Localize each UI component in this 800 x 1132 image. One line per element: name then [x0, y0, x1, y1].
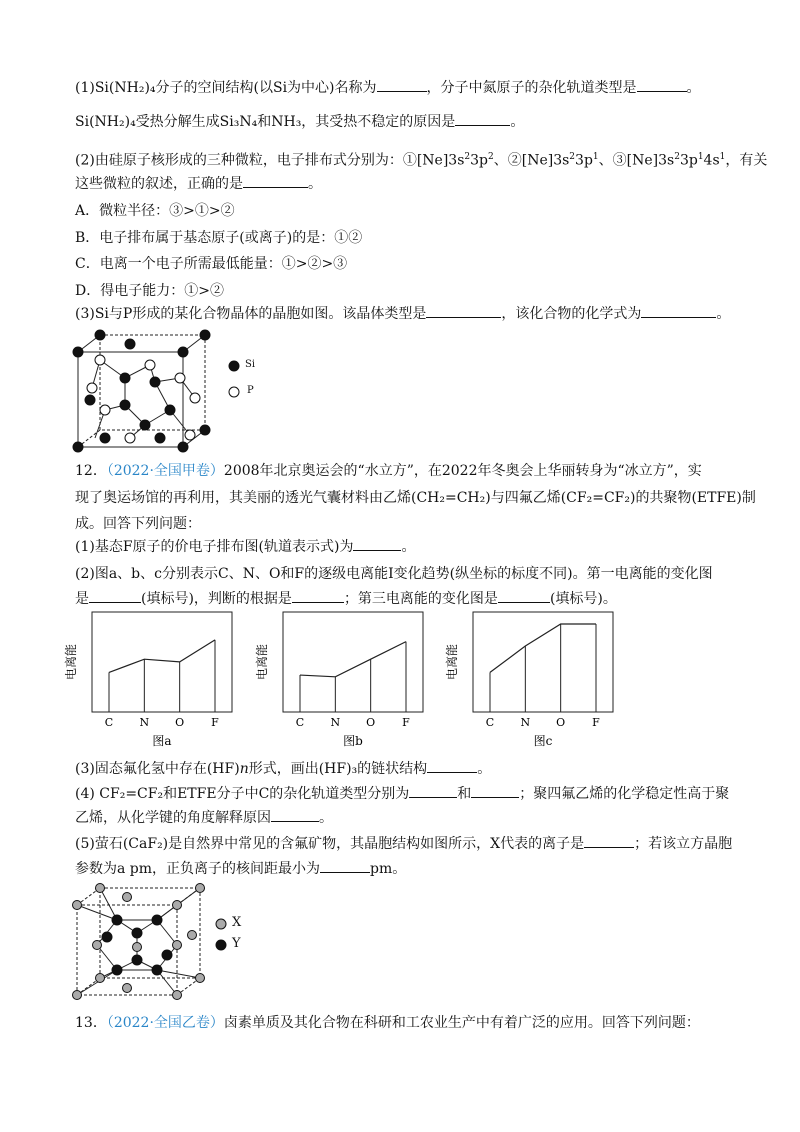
x-tick-label: C [295, 716, 305, 729]
superscript: 2 [569, 152, 576, 162]
x-tick-label: O [556, 716, 566, 729]
question-number: 12． [75, 463, 107, 479]
part-number: (1) [75, 80, 95, 96]
caf2-unit-cell-figure [72, 885, 207, 1000]
plot-frame [92, 612, 232, 712]
question-source: （2022·全国乙卷） [106, 1015, 224, 1031]
text: (填标号)。 [549, 591, 617, 607]
text: 。 [401, 539, 416, 555]
plot-frame [283, 612, 423, 712]
x-tick-label: N [139, 716, 150, 729]
si-p-unit-cell-figure [70, 330, 220, 455]
q12-part3 [75, 759, 491, 779]
text: 是 [75, 591, 89, 607]
superscript: 2 [674, 152, 680, 162]
text: 乙烯，从化学键的角度解释原因 [75, 810, 271, 826]
q12-part4-line1 [75, 784, 729, 804]
x-tick-label: F [211, 716, 219, 729]
text: 卤素单质及其化合物在科研和工农业生产中有着广泛的应用。回答下列问题： [223, 1015, 700, 1031]
text: 。 [319, 810, 333, 826]
x-tick-label: N [520, 716, 531, 729]
answer-blank[interactable] [584, 847, 634, 848]
option-a: A．微粒半径：③>①>② [75, 203, 235, 219]
q11-part2-line2 [75, 174, 322, 194]
text: 受热分解生成Si₃N₄和NH₃，其受热不稳定的原因是 [135, 114, 456, 130]
legend-y-label: Y [232, 936, 241, 951]
y-axis-label: 电离能 [255, 643, 269, 681]
x-tick-label: F [402, 716, 410, 729]
answer-blank[interactable] [271, 821, 319, 822]
option-d: D．得电子能力：①>② [75, 283, 224, 299]
text: 2008年北京奥运会的“水立方”，在2022年冬奥会上华丽转身为“冰立方”，实 [223, 463, 702, 479]
x-tick-label: F [592, 716, 600, 729]
text: ，分子中氮原子的杂化轨道类型是 [426, 80, 637, 96]
ionization-chart-1 [64, 612, 247, 762]
q11-part1-line2 [75, 112, 524, 132]
text: 3p [575, 152, 593, 169]
text: ；若该立方晶胞 [634, 836, 733, 852]
answer-blank[interactable] [471, 797, 519, 798]
x-tick-label: C [104, 716, 114, 729]
x-tick-label: N [330, 716, 341, 729]
superscript: 2 [464, 152, 471, 162]
q11-part1-line1 [75, 78, 701, 98]
q12-line2: 现了奥运场馆的再利用，其美丽的透光气囊材料由乙烯(CH₂=CH₂)与四氟乙烯(CF₂=CF₂)的共聚物(ETFE)制 [75, 490, 756, 506]
y-axis-label: 电离能 [445, 643, 459, 681]
q11-part3 [75, 304, 730, 324]
chart-title: 图c [533, 734, 553, 748]
q12-part2-line2 [75, 589, 617, 609]
superscript: 1 [719, 152, 726, 162]
legend-x-label: X [232, 915, 242, 930]
formula: Si(NH₂)₄ [94, 80, 156, 96]
text: ；第三电离能的变化图是 [343, 591, 498, 607]
answer-blank[interactable] [243, 187, 308, 188]
answer-blank[interactable] [292, 602, 344, 603]
text: (3)固态氟化氢中存在(HF) [75, 761, 240, 777]
series-line [300, 642, 406, 677]
text: (3)Si与P形成的某化合物晶体的晶胞如图。该晶体类型是 [75, 306, 427, 322]
text: (2)由硅原子核形成的三种微粒，电子排布式分别为：①[Ne]3s [75, 152, 465, 169]
text: (填标号)，判断的根据是 [141, 591, 292, 607]
x-tick-label: O [366, 716, 376, 729]
answer-blank[interactable] [455, 125, 510, 126]
answer-blank[interactable] [426, 317, 501, 318]
answer-blank[interactable] [89, 602, 141, 603]
text: 3p [470, 152, 488, 169]
series-line [490, 624, 596, 672]
q12-part4-line2 [75, 808, 333, 828]
text: 。 [716, 306, 731, 322]
text: 、③[Ne]3s [598, 152, 675, 169]
si-p-legend-markers [228, 360, 240, 400]
answer-blank[interactable] [498, 602, 550, 603]
text: ；聚四氟乙烯的化学稳定性高于聚 [519, 786, 730, 802]
q12-part2-line1: (2)图a、b、c分别表示C、N、O和F的逐级电离能Ⅰ变化趋势(纵坐标的标度不同)。第一电离能的变化图 [75, 566, 713, 582]
ionization-chart-2 [255, 612, 438, 762]
text: 。 [477, 761, 492, 777]
text: (5)萤石(CaF₂)是自然界中常见的含氟矿物，其晶胞结构如图所示，X代表的离子是 [75, 836, 585, 852]
question-number: 13． [75, 1015, 107, 1031]
chart-title: 图b [343, 734, 363, 748]
text: 。 [686, 80, 701, 96]
x-tick-label: O [175, 716, 185, 729]
question-source: （2022·全国甲卷） [106, 463, 224, 479]
y-axis-label: 电离能 [64, 643, 78, 681]
option-b: B．电子排布属于基态原子(或离子)的是：①② [75, 230, 363, 246]
text: 和 [457, 786, 472, 802]
superscript: 1 [592, 152, 599, 162]
text: pm。 [370, 861, 407, 877]
ionization-chart-3 [445, 612, 628, 762]
text: 、②[Ne]3s [493, 152, 570, 169]
answer-blank[interactable] [409, 797, 457, 798]
x-tick-label: C [485, 716, 495, 729]
q12-part5-line1 [75, 834, 732, 854]
caf2-legend-markers [215, 918, 227, 958]
q12-part5-line2 [75, 859, 406, 879]
answer-blank[interactable] [427, 772, 477, 773]
plot-frame [473, 612, 613, 712]
text: (1)基态F原子的价电子排布图(轨道表示式)为 [75, 539, 354, 555]
series-line [109, 640, 215, 673]
legend-si-label: Si [245, 359, 256, 370]
answer-blank[interactable] [641, 317, 716, 318]
text: 这些微粒的叙述，正确的是 [75, 176, 243, 192]
text: ，有关 [725, 152, 768, 169]
text: (4) CF₂=CF₂和ETFE分子中C的杂化轨道类型分别为 [75, 786, 410, 802]
q11-part2-line1 [75, 147, 767, 171]
text: 参数为a pm，正负离子的核间距最小为 [75, 861, 321, 877]
answer-blank[interactable] [353, 550, 401, 551]
q12-part1 [75, 537, 415, 557]
answer-blank[interactable] [320, 872, 370, 873]
chart-title: 图a [152, 734, 172, 748]
q12-line1 [75, 461, 702, 481]
text: 4s [703, 152, 720, 169]
text: 。 [308, 176, 322, 192]
answer-blank[interactable] [637, 91, 687, 92]
superscript: 1 [697, 152, 704, 162]
option-c: C．电离一个电子所需最低能量：①>②>③ [75, 256, 348, 272]
text: ，该化合物的化学式为 [501, 306, 642, 322]
legend-p-label: P [247, 385, 254, 396]
q13-line1 [75, 1013, 700, 1033]
text: 3p [679, 152, 698, 169]
formula: Si(NH₂)₄ [75, 114, 136, 130]
superscript: 2 [488, 152, 494, 162]
text: 形式，画出(HF)₃的链状结构 [248, 761, 428, 777]
q12-line3: 成。回答下列问题： [75, 516, 201, 532]
text: n [239, 761, 249, 777]
text: 分子的空间结构(以Si为中心)名称为 [155, 80, 377, 96]
text: 。 [510, 114, 525, 130]
answer-blank[interactable] [377, 91, 427, 92]
